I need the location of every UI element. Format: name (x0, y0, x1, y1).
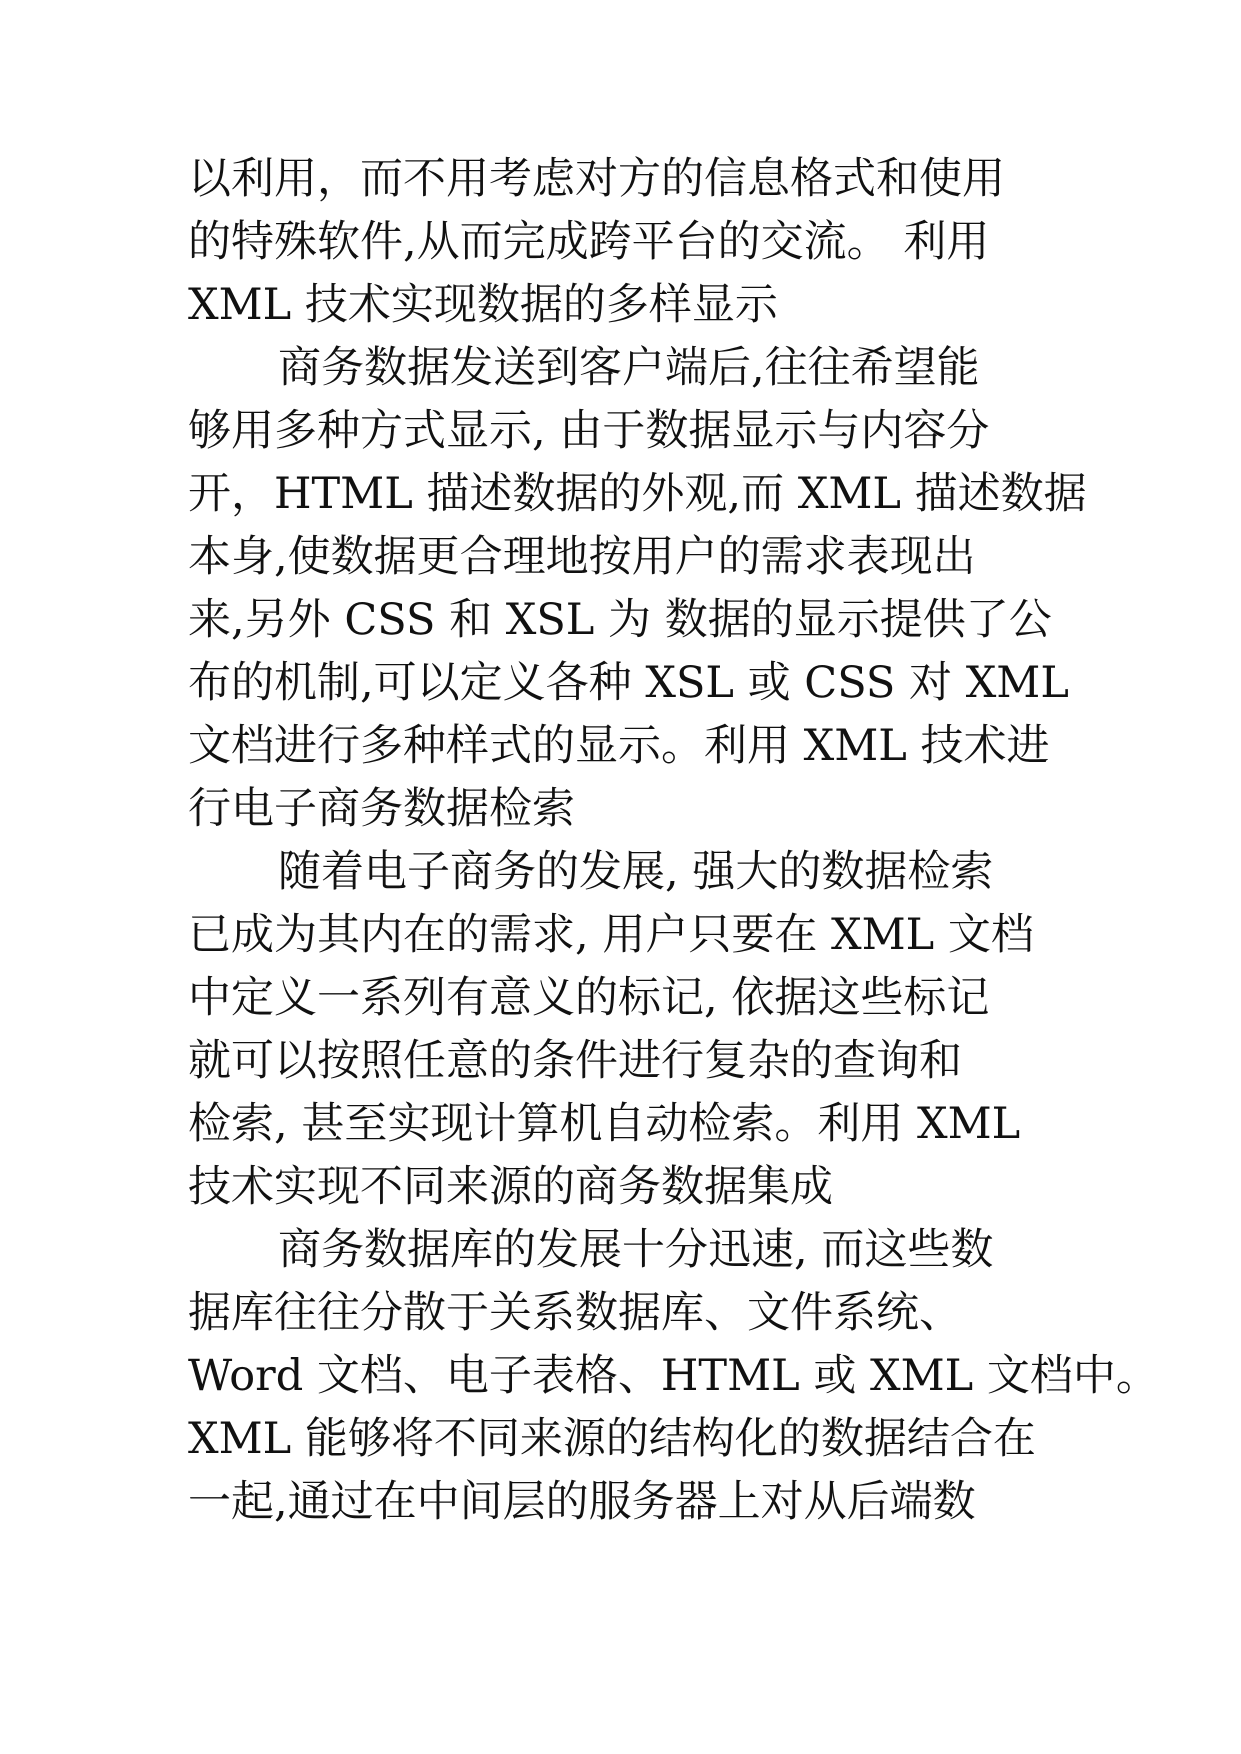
text-line: 已成为其内在的需求, 用户只要在 XML 文档 (188, 910, 1034, 960)
paragraph-first-line: 商务数据库的发展十分迅速, 而这些数 (278, 1225, 994, 1275)
paragraph-first-line: 商务数据发送到客户端后,往往希望能 (278, 343, 980, 393)
text-line: 据库往往分散于关系数据库、文件系统、 (188, 1288, 962, 1338)
section-heading: 行电子商务数据检索 (188, 784, 575, 834)
text-line: 布的机制,可以定义各种 XSL 或 CSS 对 XML (188, 658, 1069, 708)
text-line: 开，HTML 描述数据的外观,而 XML 描述数据 (188, 469, 1087, 519)
text-line: 本身,使数据更合理地按用户的需求表现出 (188, 532, 976, 582)
text-line: 就可以按照任意的条件进行复杂的查询和 (188, 1036, 962, 1086)
text-line: 的特殊软件,从而完成跨平台的交流。 利用 (188, 217, 990, 267)
text-line: 文档进行多种样式的显示。利用 XML 技术进 (188, 721, 1050, 771)
text-line: XML 能够将不同来源的结构化的数据结合在 (188, 1414, 1036, 1464)
text-line: 一起,通过在中间层的服务器上对从后端数 (188, 1477, 976, 1527)
text-line: Word 文档、电子表格、HTML 或 XML 文档中。 (188, 1351, 1159, 1401)
text-line: 中定义一系列有意义的标记, 依据这些标记 (188, 973, 990, 1023)
text-line: 来,另外 CSS 和 XSL 为 数据的显示提供了公 (188, 595, 1052, 645)
section-heading: XML 技术实现数据的多样显示 (188, 280, 778, 330)
text-line: 以利用，而不用考虑对方的信息格式和使用 (188, 154, 1005, 204)
paragraph-first-line: 随着电子商务的发展, 强大的数据检索 (278, 847, 994, 897)
document-body (188, 148, 1159, 1534)
section-heading: 技术实现不同来源的商务数据集成 (188, 1162, 833, 1212)
text-line: 够用多种方式显示, 由于数据显示与内容分 (188, 406, 990, 456)
text-line: 检索, 甚至实现计算机自动检索。利用 XML (188, 1099, 1021, 1149)
